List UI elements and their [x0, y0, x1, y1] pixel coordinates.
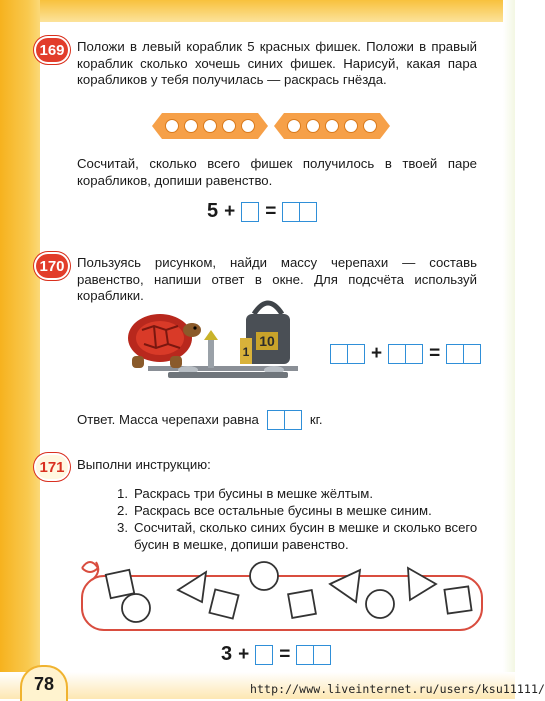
boat-nest[interactable] [325, 119, 339, 133]
weight-1-label: 1 [242, 345, 250, 359]
right-edge [503, 0, 515, 699]
boat-nest[interactable] [363, 119, 377, 133]
task-170-text: Пользуясь рисунком, найди массу черепахи — составь равенство, напиши ответ в окне. Для подсчёта используй кораблики. [77, 255, 477, 303]
square-bead[interactable] [444, 586, 471, 613]
boat-pair [152, 113, 390, 139]
step-item: 2. Раскрась все остальные бусины в мешке синим. [117, 503, 432, 518]
square-bead[interactable] [288, 590, 316, 618]
boat-nest[interactable] [222, 119, 236, 133]
bead-bag-illustration [78, 554, 488, 634]
plus-sign: + [224, 200, 236, 222]
equals-sign: = [429, 343, 441, 364]
page-number: 78 [20, 665, 68, 701]
step-item: 1. Раскрась три бусины в мешке жёлтым. [117, 486, 374, 501]
turtle-head [183, 323, 201, 337]
task-169-instruction: Сосчитай, сколько всего фишек получилось в твоей паре корабликов, допиши равенство. [77, 156, 477, 188]
answer-box[interactable] [255, 645, 273, 665]
boat-nest[interactable] [306, 119, 320, 133]
left-boat[interactable] [152, 113, 268, 139]
square-bead[interactable] [209, 589, 238, 618]
answer-box-two-digit[interactable] [446, 344, 481, 364]
answer-box-two-digit[interactable] [330, 344, 365, 364]
boat-nest[interactable] [241, 119, 255, 133]
boat-nest[interactable] [203, 119, 217, 133]
triangle-bead[interactable] [408, 568, 436, 600]
task-171-number: 171 [36, 455, 68, 479]
task-169-text: Положи в левый кораблик 5 красных фишек. Положи в правый кораблик сколько хочешь синих фишек. Нарисуй, какая пара корабликов у тебя получилась — раскрась гнёзда. [77, 39, 477, 87]
plus-sign: + [371, 343, 383, 364]
left-margin-band [0, 0, 40, 699]
task-171-equation [221, 643, 331, 666]
task-169-number: 169 [36, 38, 68, 62]
equals-sign: = [279, 643, 291, 665]
answer-box-two-digit[interactable] [388, 344, 423, 364]
weight-10-label: 10 [259, 333, 275, 349]
square-bead[interactable] [106, 570, 134, 598]
answer-box-two-digit[interactable] [296, 645, 331, 665]
task-169-equation [207, 200, 317, 223]
answer-box[interactable] [241, 202, 259, 222]
circle-bead[interactable] [366, 590, 394, 618]
turtle-on-scales-illustration [108, 286, 308, 390]
equation-number: 3 [221, 643, 233, 665]
task-170-equation [330, 343, 481, 365]
boat-nest[interactable] [344, 119, 358, 133]
circle-bead[interactable] [122, 594, 150, 622]
task-171-intro: Выполни инструкцию: [77, 457, 211, 472]
answer-box-two-digit[interactable] [282, 202, 317, 222]
boat-nest[interactable] [184, 119, 198, 133]
task-170-answer-line [77, 410, 323, 430]
step-item: 3. Сосчитай, сколько синих бусин в мешке и сколько всего бусин в мешке, допиши равенство. [117, 520, 478, 552]
answer-box-two-digit[interactable] [267, 410, 302, 430]
top-margin-band [0, 0, 515, 22]
boat-nest[interactable] [287, 119, 301, 133]
plus-sign: + [238, 643, 250, 665]
equation-number: 5 [207, 200, 219, 222]
right-boat[interactable] [274, 113, 390, 139]
task-170-number: 170 [36, 254, 68, 278]
equals-sign: = [265, 200, 277, 222]
answer-label: Ответ. Масса черепахи равна [77, 411, 259, 427]
task-171-steps [117, 485, 479, 553]
triangle-bead[interactable] [330, 570, 360, 602]
footer-url[interactable]: http://www.liveinternet.ru/users/ksu11111/ [250, 682, 545, 696]
unit-label: кг. [309, 411, 323, 427]
boat-nest[interactable] [165, 119, 179, 133]
circle-bead[interactable] [250, 562, 278, 590]
